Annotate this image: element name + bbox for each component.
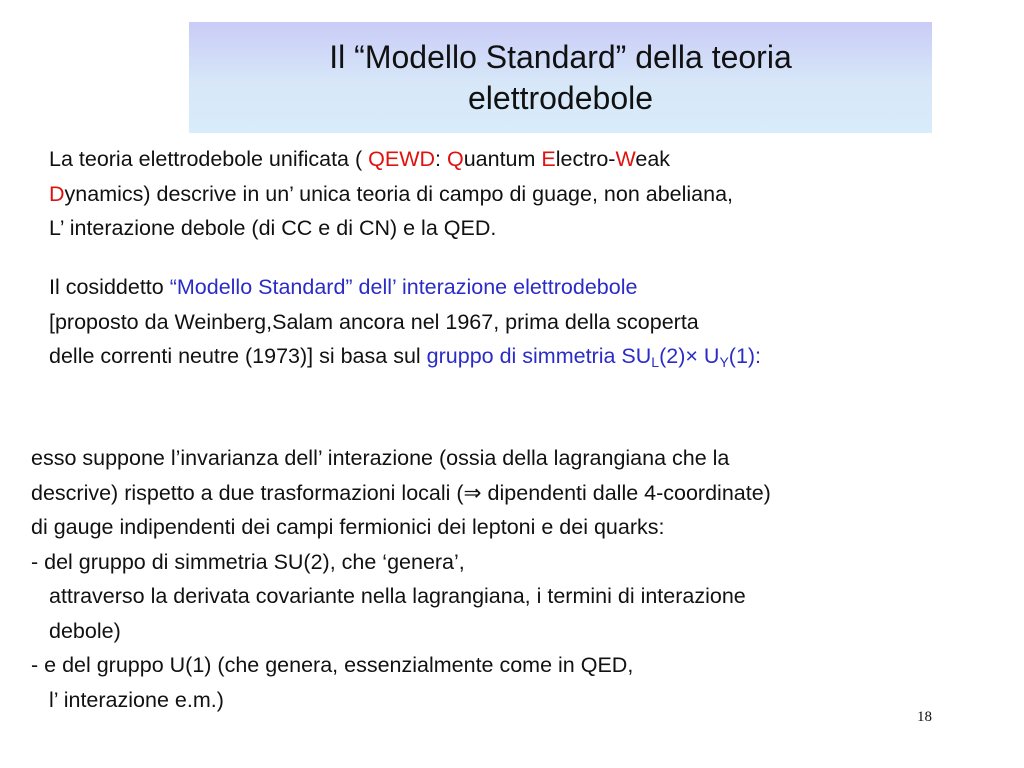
paragraph-1-line-1 (49, 142, 733, 177)
text-span: gruppo di simmetria SU (426, 344, 652, 368)
paragraph-3-line: - e del gruppo U(1) (che genera, essenzialmente come in QED, (31, 653, 634, 677)
acronym-letter-q: Q (446, 147, 464, 171)
text-span: (2)× U (659, 344, 720, 368)
text-span: lectro- (555, 147, 616, 171)
paragraph-3-line: descrive) rispetto a due trasformazioni locali (⇒ dipendenti dalle 4-coordinate) (31, 480, 771, 505)
paragraph-standard-model (49, 270, 761, 374)
paragraph-2-line-2: [proposto da Weinberg,Salam ancora nel 1967, prima della scoperta (49, 309, 699, 334)
acronym-letter-e: E (541, 147, 556, 171)
slide-title-line-1: Il “Modello Standard” della teoria (329, 38, 792, 75)
text-span: delle correnti neutre (1973)] si basa sul (49, 344, 427, 368)
paragraph-3-line: debole) (49, 618, 121, 643)
paragraph-2-line-1 (49, 270, 761, 305)
text-span: (1): (728, 344, 762, 368)
subscript-l: L (651, 354, 660, 370)
paragraph-3-line: - del gruppo di simmetria SU(2), che ‘genera’, (31, 549, 465, 574)
paragraph-qewd-definition (49, 142, 733, 246)
paragraph-3-line: di gauge indipendenti dei campi fermionici dei leptoni e dei quarks: (31, 515, 665, 539)
acronym-letter-d: D (49, 181, 65, 206)
text-span: : (435, 147, 447, 171)
paragraph-2-line-3 (49, 339, 761, 374)
slide-title-box (189, 22, 932, 133)
text-span: eak (635, 147, 671, 171)
slide-title-line-2: elettrodebole (467, 79, 654, 116)
qewd-acronym: QEWD (368, 147, 436, 171)
paragraph-3-line: attraverso la derivata covariante nella lagrangiana, i termini di interazione (49, 584, 746, 608)
text-span: Il cosiddetto (49, 275, 170, 299)
standard-model-highlight: “Modello Standard” dell’ interazione elettrodebole (169, 275, 638, 299)
page-number: 18 (917, 709, 932, 725)
subscript-y: Y (719, 354, 729, 370)
text-span: ynamics) descrive in un’ unica teoria di campo di guage, non abeliana, (64, 181, 734, 206)
paragraph-3-line: l’ interazione e.m.) (49, 687, 224, 712)
paragraph-gauge-invariance (31, 441, 771, 717)
text-span: uantum (463, 147, 542, 171)
symmetry-group-highlight (427, 344, 761, 368)
acronym-letter-w: W (615, 147, 636, 171)
paragraph-1-line-2 (49, 177, 733, 212)
text-span: La teoria elettrodebole unificata ( (49, 147, 369, 171)
paragraph-3-line: esso suppone l’invarianza dell’ interazione (ossia della lagrangiana che la (31, 446, 730, 470)
paragraph-1-line-3: L’ interazione debole (di CC e di CN) e la QED. (49, 216, 497, 240)
